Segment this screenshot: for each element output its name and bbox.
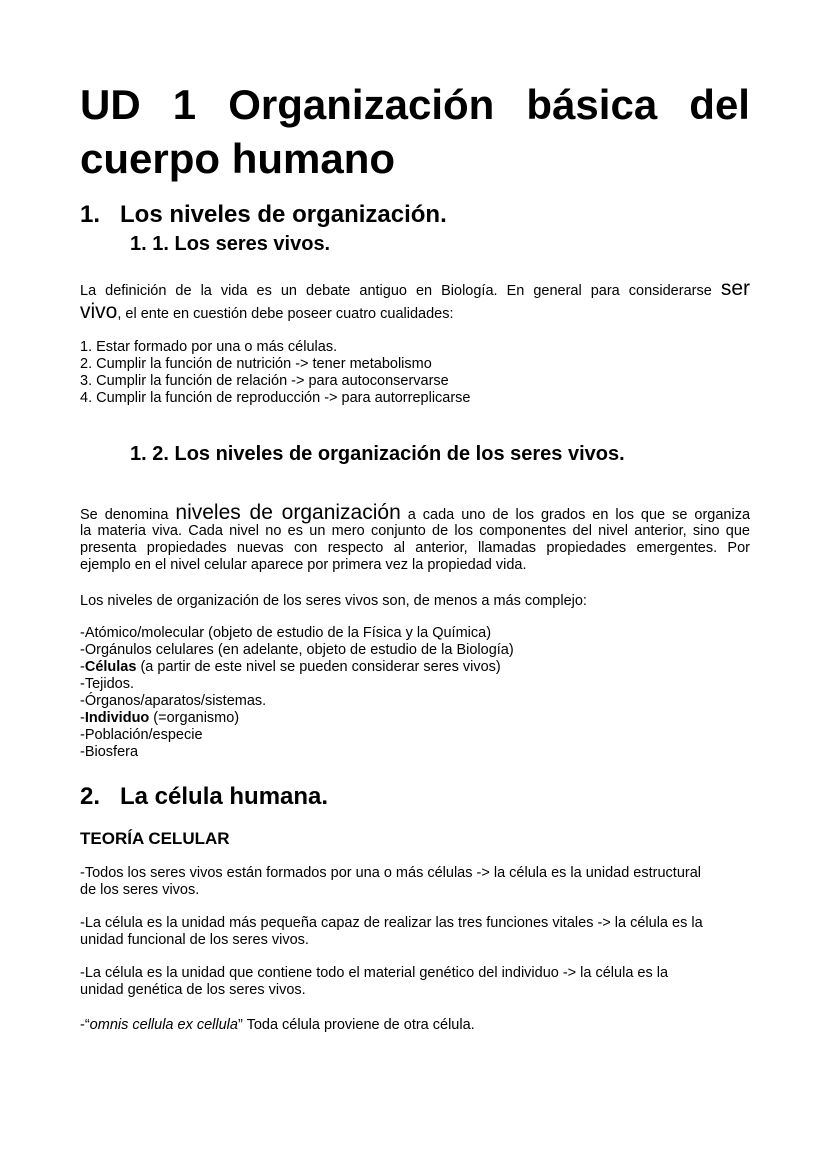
list-item: 1. Estar formado por una o más células. <box>80 339 338 355</box>
intro-line-2 <box>80 300 750 326</box>
subsection-1-1-heading: 1. 1. Los seres vivos. <box>130 233 331 255</box>
intro-highlight: vivo <box>80 300 118 323</box>
theory-paragraph-1 <box>80 865 750 899</box>
section-1-heading <box>80 200 750 230</box>
section-title: Los niveles de organización. <box>120 201 447 228</box>
levels-paragraph-line-4: ejemplo en el nivel celular aparece por primera vez la propiedad vida. <box>80 557 527 573</box>
section-2-heading <box>80 782 750 812</box>
subsection-1-2-heading: 1. 2. Los niveles de organización de los seres vivos. <box>130 443 625 465</box>
levels-intro: Los niveles de organización de los seres vivos son, de menos a más complejo: <box>80 593 587 609</box>
theory-paragraph-3 <box>80 965 750 999</box>
list-item: 4. Cumplir la función de reproducción -> para autorreplicarse <box>80 390 471 406</box>
levels-highlight: niveles de organización <box>175 501 401 524</box>
levels-paragraph-line-3: presenta propiedades nuevas con respecto al anterior, llamadas propiedades emergentes. Por <box>80 540 750 556</box>
title-line-2: cuerpo humano <box>80 135 396 182</box>
theory-paragraph-2 <box>80 915 750 949</box>
paragraph-line: -La célula es la unidad que contiene todo el material genético del individuo -> la célula es la <box>80 965 669 981</box>
level-item: -Orgánulos celulares (en adelante, objeto de estudio de la Biología) <box>80 642 514 658</box>
level-item: -Biosfera <box>80 744 139 760</box>
title-word: del <box>689 81 750 128</box>
intro-text: , el ente en cuestión debe poseer cuatro cualidades: <box>117 306 454 322</box>
levels-text: a cada uno de los grados en los que se organiza <box>407 507 751 523</box>
intro-highlight: ser <box>720 277 750 300</box>
level-item: -Individuo (=organismo) <box>80 710 240 726</box>
title-word: 1 <box>172 81 197 128</box>
section-title: La célula humana. <box>120 783 329 810</box>
list-item: 2. Cumplir la función de nutrición -> tener metabolismo <box>80 356 432 372</box>
paragraph-line: unidad genética de los seres vivos. <box>80 982 306 998</box>
levels-paragraph-line-2: la materia viva. Cada nivel no es un mero conjunto de los componentes del nivel anterior, sino que <box>80 523 750 539</box>
title-word: básica <box>526 81 658 128</box>
levels-list <box>80 625 750 761</box>
section-number: 2. <box>80 783 101 810</box>
theory-paragraph-4: -“omnis cellula ex cellula” Toda célula proviene de otra célula. <box>80 1017 475 1033</box>
paragraph-line: unidad funcional de los seres vivos. <box>80 932 309 948</box>
title-word: Organización <box>228 81 495 128</box>
title-word: UD <box>80 81 141 128</box>
title-line-1 <box>80 78 750 132</box>
level-item: -Células (a partir de este nivel se pueden considerar seres vivos) <box>80 659 501 675</box>
levels-text: Se denomina <box>80 507 169 523</box>
level-item: -Población/especie <box>80 727 203 743</box>
section-number: 1. <box>80 201 101 228</box>
paragraph-line: de los seres vivos. <box>80 882 200 898</box>
level-item: -Atómico/molecular (objeto de estudio de la Física y la Química) <box>80 625 492 641</box>
document-title <box>80 78 750 186</box>
paragraph-line: -La célula es la unidad más pequeña capaz de realizar las tres funciones vitales -> la célula es la <box>80 915 703 931</box>
latin-phrase: omnis cellula ex cellula <box>89 1017 238 1033</box>
level-item: -Tejidos. <box>80 676 135 692</box>
cell-theory-heading: TEORÍA CELULAR <box>80 829 230 848</box>
qualities-list <box>80 339 750 407</box>
intro-text: La definición de la vida es un debate antiguo en Biología. En general para considerarse <box>80 283 712 299</box>
list-item: 3. Cumplir la función de relación -> para autoconservarse <box>80 373 449 389</box>
level-item: -Órganos/aparatos/sistemas. <box>80 693 267 709</box>
paragraph-line: -Todos los seres vivos están formados por una o más células -> la célula es la unidad estructural <box>80 865 701 881</box>
